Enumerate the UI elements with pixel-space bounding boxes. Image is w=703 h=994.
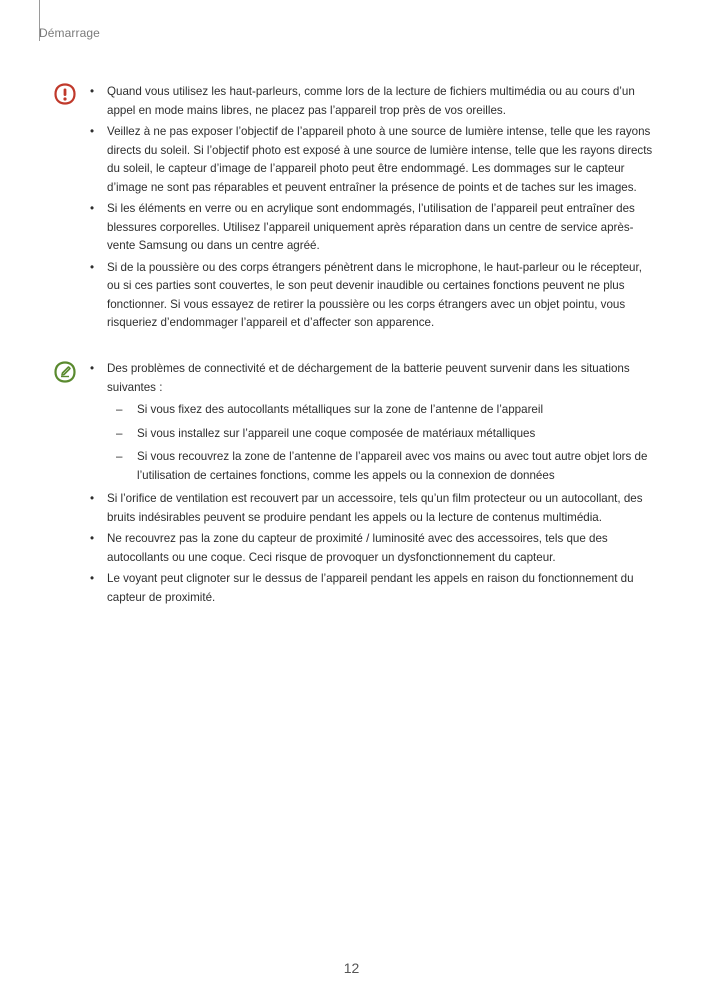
sub-item-text: Si vous recouvrez la zone de l’antenne de l’appareil avec vos mains ou avec tout autre objet lors de l’utilisation de certaines fonctions, comme les appels ou la connexion de données: [137, 450, 648, 482]
dash-marker: –: [116, 426, 123, 440]
note-text: Si l’orifice de ventilation est recouvert par un accessoire, tels qu’un film protecteur ou un autocollant, des bruits indésirables peuvent se produire pendant les appels ou la lecture de contenus multimédia.: [107, 492, 643, 524]
list-item: [90, 83, 655, 120]
bullet-dot: •: [90, 85, 95, 98]
list-item: [90, 360, 655, 485]
caution-text: Veillez à ne pas exposer l’objectif de l’appareil photo à une source de lumière intense, telle que les rayons directs du soleil. Si l’objectif photo est exposé à une source de lumière intense, telle que les rayons directs du soleil, le capteur d’image de l’appareil photo peut être endommagé. Les dommages sur le capteur d’image ne sont pas réparables et peuvent entraîner la présence de points et de taches sur les images.: [107, 125, 653, 194]
bullet-dot: •: [90, 362, 95, 375]
list-item: [90, 490, 655, 527]
sub-list-item: [107, 425, 655, 444]
note-sublist: [107, 401, 655, 485]
sub-list-item: [107, 401, 655, 420]
list-item: [90, 259, 655, 333]
note-intro: Des problèmes de connectivité et de déchargement de la batterie peuvent survenir dans les situations suivantes :: [107, 362, 630, 394]
note-icon: [54, 361, 76, 383]
note-list: [90, 360, 655, 610]
note-text: Le voyant peut clignoter sur le dessus de l’appareil pendant les appels en raison du fonctionnement du capteur de proximité.: [107, 572, 634, 604]
dash-marker: –: [116, 450, 123, 463]
caution-text: Si les éléments en verre ou en acrylique sont endommagés, l’utilisation de l’appareil peut entraîner des blessures corporelles. Utilisez l’appareil uniquement après réparation dans un centre de service après-vente Samsung ou dans un centre agréé.: [107, 202, 635, 252]
sub-item-text: Si vous installez sur l’appareil une coque composée de matériaux métalliques: [137, 426, 536, 440]
bullet-dot: •: [90, 125, 95, 138]
page-header-title: Démarrage: [39, 26, 100, 40]
bullet-dot: •: [90, 572, 95, 585]
caution-icon: [54, 83, 76, 105]
page-number: 12: [343, 960, 360, 976]
dash-marker: –: [116, 403, 123, 416]
bullet-dot: •: [90, 492, 95, 505]
list-item: [90, 530, 655, 567]
sub-list-item: [107, 448, 655, 485]
bullet-dot: •: [90, 260, 95, 274]
note-text: Ne recouvrez pas la zone du capteur de proximité / luminosité avec des accessoires, tels que des autocollants ou une coque. Ceci risque de provoquer un dysfonctionnement du capteur.: [107, 532, 608, 564]
caution-text: Quand vous utilisez les haut-parleurs, comme lors de la lecture de fichiers multimédia ou au cours d’un appel en mode mains libres, ne placez pas l’appareil trop près de vos oreilles.: [107, 85, 635, 117]
bullet-dot: •: [90, 532, 95, 545]
list-item: [90, 200, 655, 256]
list-item: [90, 570, 655, 607]
bullet-dot: •: [90, 202, 95, 215]
sub-item-text: Si vous fixez des autocollants métalliques sur la zone de l’antenne de l’appareil: [137, 403, 544, 416]
caution-list: [90, 83, 655, 336]
list-item: [90, 123, 655, 197]
caution-text: Si de la poussière ou des corps étrangers pénètrent dans le microphone, le haut-parleur ou le récepteur, ou si ces parties sont couvertes, le son peut devenir inaudible ou certaines fonctions peuvent ne plus fonctionner. Si vous essayez de retirer la poussière ou les corps étrangers avec un objet pointu, vous risqueriez d’endommager l’appareil et d’affecter son apparence.: [107, 260, 642, 329]
